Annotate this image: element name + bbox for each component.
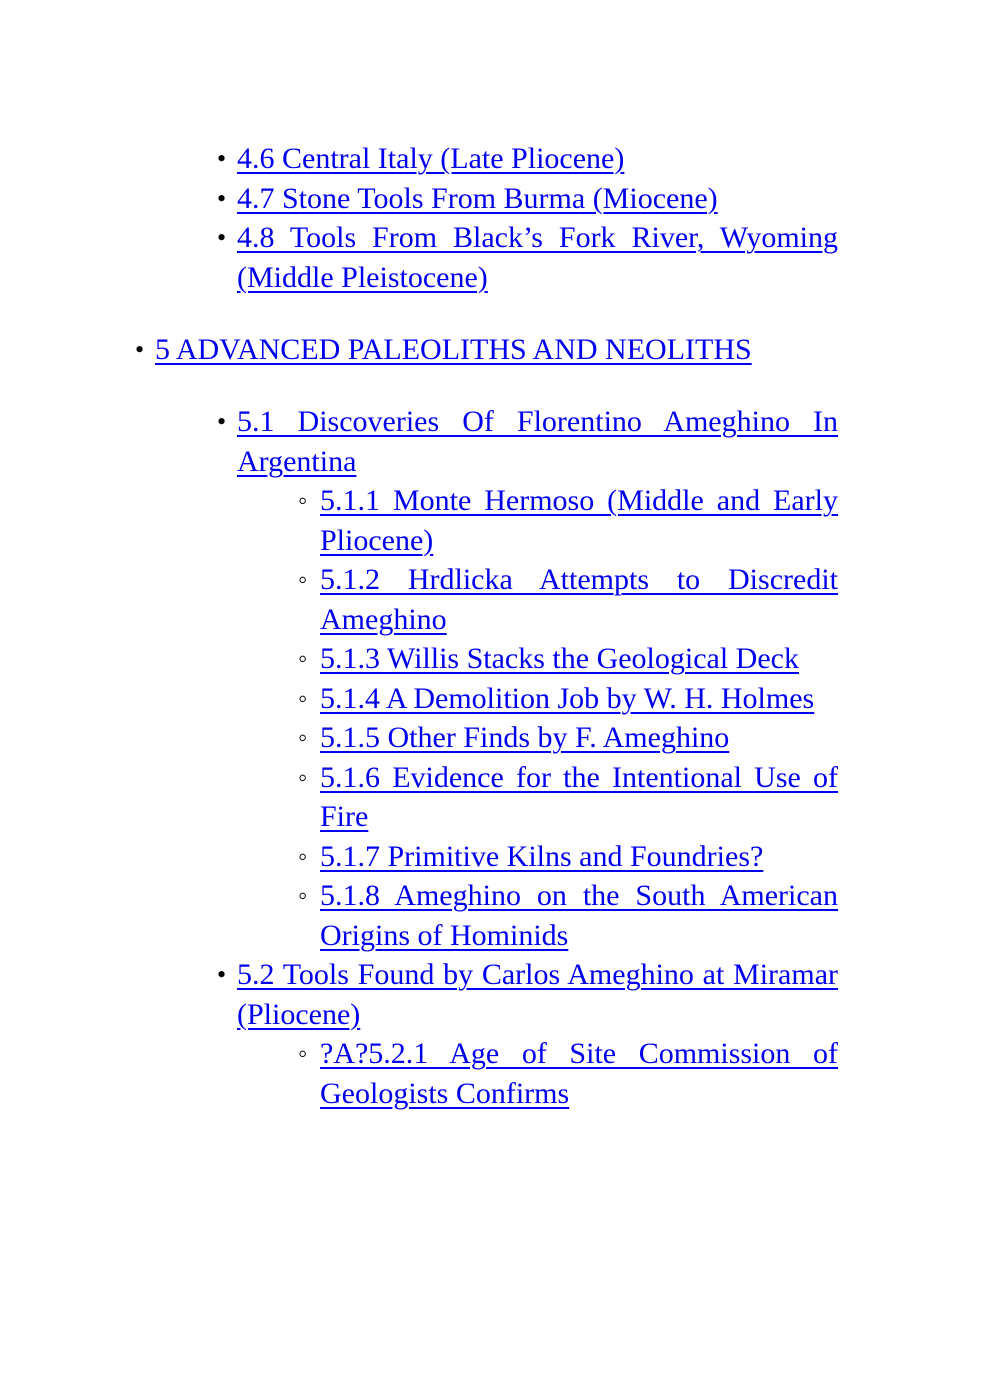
toc-link-5-1-8[interactable]: 5.1.8 Ameghino on the South American Origins of Hominids (320, 879, 838, 952)
toc-item-5-1-4 (298, 679, 838, 719)
toc-item-chapter-5 (135, 330, 845, 370)
toc-link-5-2[interactable]: 5.2 Tools Found by Carlos Ameghino at Miramar (Pliocene) (237, 958, 838, 1031)
toc-link-4-7[interactable]: 4.7 Stone Tools From Burma (Miocene) (237, 181, 718, 215)
bullet-disc: • (217, 407, 227, 436)
toc-item-5-1 (217, 402, 838, 481)
bullet-disc: • (217, 144, 227, 173)
bullet-disc: • (217, 960, 227, 989)
toc-item-5-1-7 (298, 837, 838, 877)
toc-item-5-2 (217, 955, 838, 1034)
bullet-disc: • (217, 183, 227, 213)
bullet-circle: ◦ (298, 1039, 308, 1068)
toc-link-5-1-1[interactable]: 5.1.1 Monte Hermoso (Middle and Early Pliocene) (320, 484, 838, 557)
bullet-circle: ◦ (298, 683, 308, 713)
toc-link-5-1-3[interactable]: 5.1.3 Willis Stacks the Geological Deck (320, 642, 799, 675)
toc-link-5-1-6[interactable]: 5.1.6 Evidence for the Intentional Use of Fire (320, 760, 838, 833)
bullet-circle: ◦ (298, 723, 308, 752)
toc-section-4-list (0, 139, 838, 297)
toc-link-5-1-5[interactable]: 5.1.5 Other Finds by F. Ameghino (320, 721, 730, 754)
toc-link-4-6[interactable]: 4.6 Central Italy (Late Pliocene) (237, 142, 625, 175)
bullet-circle: ◦ (298, 644, 308, 673)
toc-link-5-1-4[interactable]: 5.1.4 A Demolition Job by W. H. Holmes (320, 681, 815, 715)
toc-section-5-list (0, 402, 838, 1113)
toc-link-5-1[interactable]: 5.1 Discoveries Of Florentino Ameghino In Argentina (237, 405, 838, 478)
bullet-circle: ◦ (298, 565, 308, 594)
toc-item-5-1-2 (298, 560, 838, 639)
bullet-circle: ◦ (298, 486, 308, 515)
toc-chapter-list (0, 330, 845, 370)
toc-link-5-1-7[interactable]: 5.1.7 Primitive Kilns and Foundries? (320, 839, 764, 873)
toc-item-5-2-1 (298, 1034, 838, 1113)
toc-link-chapter-5[interactable]: 5 ADVANCED PALEOLITHS AND NEOLITHS (155, 333, 752, 366)
bullet-disc: • (217, 223, 227, 252)
toc-link-4-8[interactable]: 4.8 Tools From Black’s Fork River, Wyoming (Middle Pleistocene) (237, 221, 838, 294)
toc-item-5-1-6 (298, 758, 838, 837)
toc-item-4-8 (217, 218, 838, 297)
toc-item-5-1-5 (298, 718, 838, 758)
toc-link-5-1-2[interactable]: 5.1.2 Hrdlicka Attempts to Discredit Ameghino (320, 563, 838, 636)
bullet-circle: ◦ (298, 841, 308, 871)
toc-item-4-7 (217, 179, 838, 219)
bullet-disc: • (135, 335, 145, 364)
bullet-circle: ◦ (298, 762, 308, 792)
toc-item-5-1-1 (298, 481, 838, 560)
toc-item-5-1-8 (298, 876, 838, 955)
toc-link-5-2-1[interactable]: ?A?5.2.1 Age of Site Commission of Geologists Confirms (320, 1037, 838, 1110)
toc-item-4-6 (217, 139, 838, 179)
toc-item-5-1-3 (298, 639, 838, 679)
bullet-circle: ◦ (298, 881, 308, 910)
